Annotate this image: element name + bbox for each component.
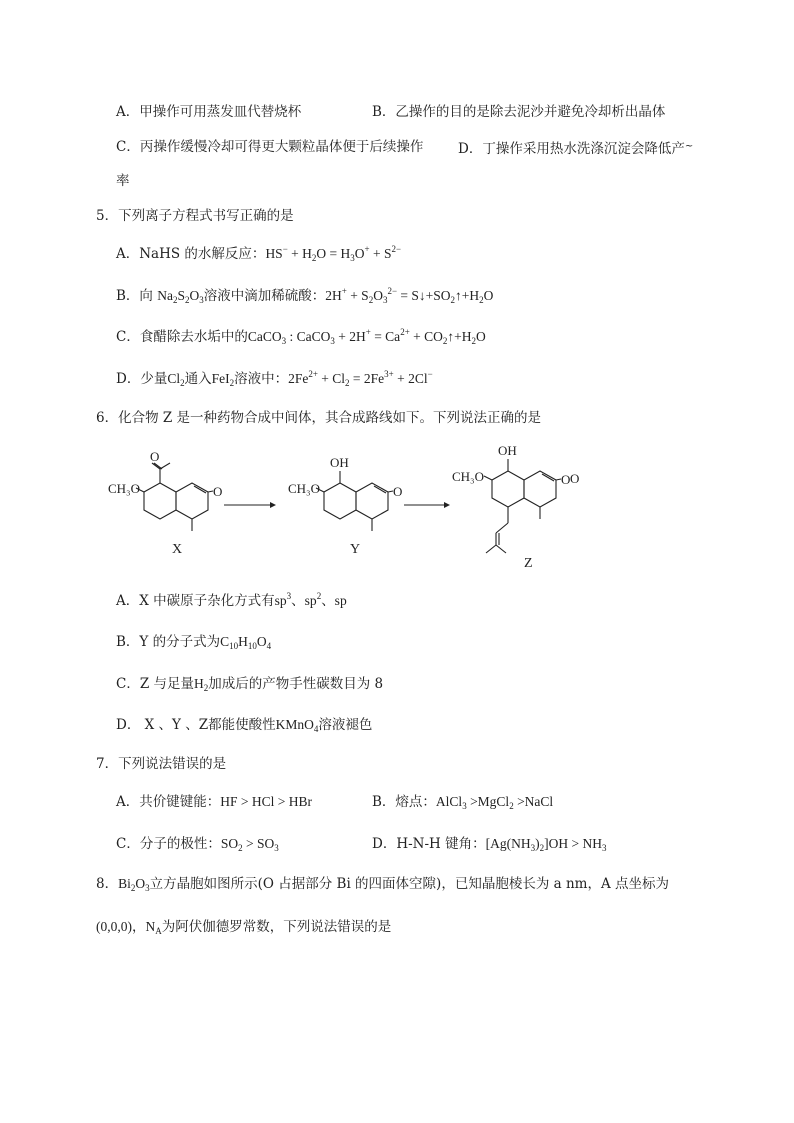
z-oh-label: OH	[498, 445, 517, 458]
q7-option-c: C．分子的极性：$SO_2 > SO_3$	[116, 836, 279, 853]
q5-option-c: C．食醋除去水垢中的CaCO$_3$ : CaCO$_3$ + $2H^+ = Ca^{2+}$ + $CO_2↑+H_2O$	[116, 327, 486, 346]
q7-stem: 7．下列说法错误的是	[96, 756, 227, 772]
q6-option-b: B．Y 的分子式为$C_{10}H_{10}O_4$	[116, 634, 272, 651]
compound-x-structure	[136, 463, 213, 531]
z-methoxy-label: CH₃O	[452, 469, 484, 484]
reaction-arrow-1-head	[270, 502, 276, 508]
q5-stem: 5．下列离子方程式书写正确的是	[96, 208, 294, 224]
q8-line-1: 8．$Bi_2O_3$立方晶胞如图所示(O 占据部分 Bi 的四面体空隙)，已知晶胞棱长为 a nm，A 点坐标为	[96, 876, 669, 893]
compound-z-structure	[484, 459, 561, 553]
compound-y-structure	[316, 471, 393, 531]
x-ring-o-label: O	[213, 484, 223, 499]
y-ring-o-label: O	[393, 484, 403, 499]
x-methoxy-label: CH₃O	[108, 481, 140, 496]
q4-option-a: A．甲操作可用蒸发皿代替烧杯	[116, 104, 302, 120]
x-carbonyl-o: O	[150, 449, 160, 464]
q6-option-c: C．Z 与足量$H_2$加成后的产物手性碳数目为 8	[116, 676, 384, 693]
q4-option-d: D．丁操作采用热水洗涤沉淀会降低产~	[458, 141, 694, 157]
q6-stem: 6．化合物 Z 是一种药物合成中间体，其合成路线如下。下列说法正确的是	[96, 410, 542, 426]
q6-synthesis-route	[100, 445, 620, 575]
q6-option-a: A．X 中碳原子杂化方式有$sp^3$、$sp^2$、sp	[116, 591, 347, 609]
compound-x-label: X	[172, 542, 183, 557]
q7-option-a: A．共价键键能：HF > HCl > HBr	[116, 794, 312, 810]
q5-option-a: A．NaHS 的水解反应：$HS^- + H_2O = H_3O^+ + S^{2-}$	[116, 244, 402, 263]
q4-option-c: C．丙操作缓慢冷却可得更大颗粒晶体便于后续操作	[116, 139, 424, 155]
q4-option-d-cont: 率	[116, 173, 130, 189]
y-methoxy-label: CH₃O	[288, 481, 320, 496]
z-ring-o-label: O	[561, 472, 571, 487]
q5-option-d: D．少量$Cl_2$通入FeI$_2$溶液中：$2Fe^{2+} + Cl_2 = 2Fe^{3+} + 2Cl^-$	[116, 369, 433, 388]
q5-option-b: B．向 $Na_2S_2O_3$溶液中滴加稀硫酸：$2H^+ + S_2O_3^{2-}$ = $S↓+SO_2↑+H_2O$	[116, 286, 494, 305]
reaction-arrow-2-head	[444, 502, 450, 508]
q4-option-b: B．乙操作的目的是除去泥沙并避免冷却析出晶体	[372, 104, 666, 120]
compound-z-label: Z	[524, 556, 533, 571]
q8-line-2: (0,0,0)，$N_A$为阿伏伽德罗常数，下列说法错误的是	[96, 919, 392, 936]
q7-option-d: D．H-N-H 键角：$[Ag(NH_3)_2]OH > NH_3$	[372, 836, 607, 853]
q7-option-b: B．熔点：AlCl$_3$ >MgCl$_2$ >NaCl	[372, 794, 554, 811]
y-oh-label: OH	[330, 455, 349, 470]
z-carbonyl-o-label: O	[570, 471, 580, 486]
compound-y-label: Y	[350, 542, 361, 557]
q6-option-d: D． X 、Y 、Z都能使酸性KMnO$_4$溶液褪色	[116, 717, 373, 734]
